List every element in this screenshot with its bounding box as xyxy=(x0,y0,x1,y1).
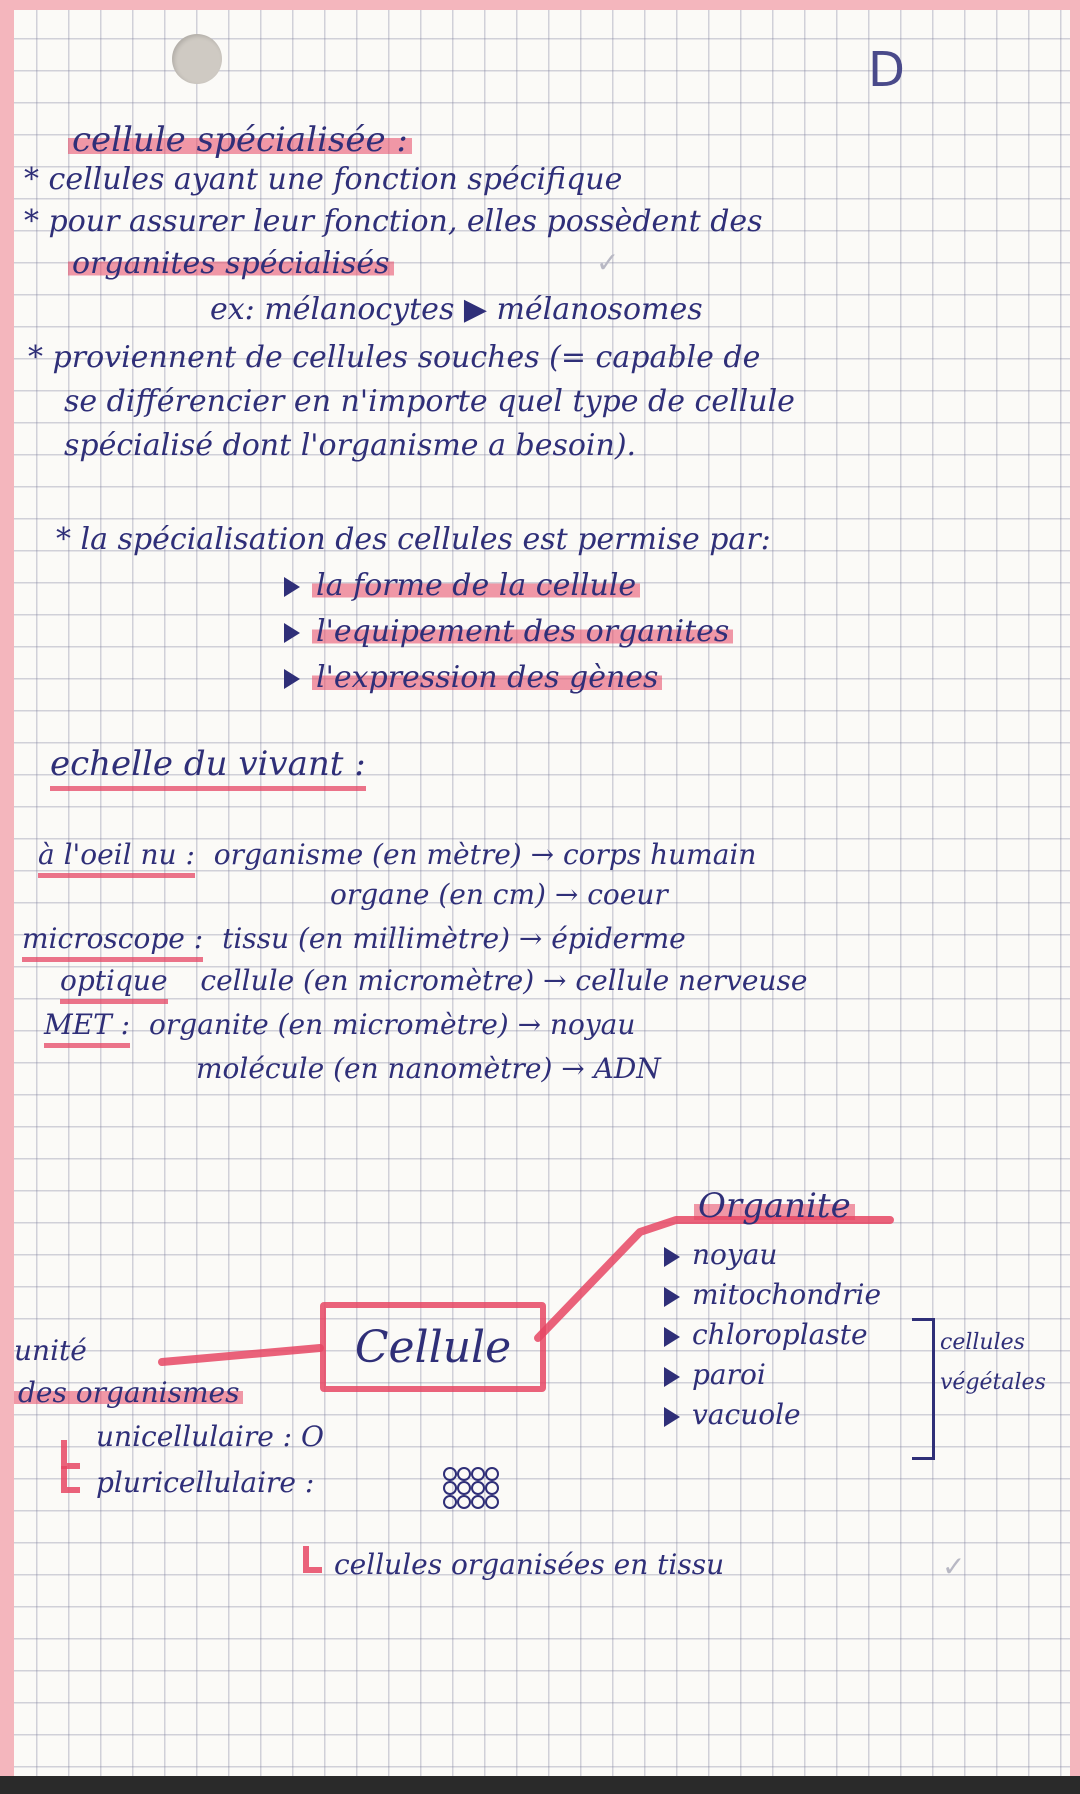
intro-line-2: * pour assurer leur fonction, elles possèdent des xyxy=(24,204,763,239)
scale-heading: echelle du vivant : xyxy=(50,744,366,784)
triangle-bullet-icon xyxy=(664,1287,680,1307)
intro-line-7: spécialisé dont l'organisme a besoin). xyxy=(64,428,637,463)
bottom-edge xyxy=(0,1776,1080,1794)
scale-row-3: microscope : tissu (en millimètre) → épiderme xyxy=(22,922,686,955)
specialisation-item-1: la forme de la cellule xyxy=(284,568,640,603)
unit-label-1: unité xyxy=(14,1334,87,1367)
organite-item-1: noyau xyxy=(664,1238,777,1271)
scale-row-2: organe (en cm) → coeur xyxy=(330,878,668,911)
triangle-bullet-icon xyxy=(664,1407,680,1427)
organite-title: Organite xyxy=(694,1186,855,1226)
tissue-note: cellules organisées en tissu xyxy=(334,1548,725,1581)
unit-label-2: des organismes xyxy=(14,1376,243,1409)
organite-item-4: paroi xyxy=(664,1358,766,1391)
intro-example: ex: mélanocytes ▶ mélanosomes xyxy=(210,292,703,327)
scale-row-1: à l'oeil nu : organisme (en mètre) → corps humain xyxy=(38,838,756,871)
bracket-label-1: cellules xyxy=(940,1330,1025,1355)
corner-mark: D xyxy=(868,42,905,98)
organite-item-2: mitochondrie xyxy=(664,1278,881,1311)
triangle-bullet-icon xyxy=(664,1367,680,1387)
cell-label: Cellule xyxy=(354,1321,512,1373)
scale-row-5: MET : organite (en micromètre) → noyau xyxy=(44,1008,635,1041)
intro-line-6: se différencier en n'importe quel type de cellule xyxy=(64,384,795,419)
check-mark-icon: ✓ xyxy=(596,246,620,279)
plant-cell-bracket xyxy=(912,1318,935,1460)
unicellular-label: unicellulaire : O xyxy=(96,1420,324,1453)
triangle-bullet-icon xyxy=(664,1327,680,1347)
intro-line-3: organites spécialisés xyxy=(68,246,394,281)
specialisation-intro: * la spécialisation des cellules est permise par: xyxy=(56,522,771,557)
scale-row-6: molécule (en nanomètre) → ADN xyxy=(196,1052,661,1085)
triangle-bullet-icon xyxy=(664,1247,680,1267)
specialisation-item-2: l'equipement des organites xyxy=(284,614,733,649)
cell-box xyxy=(320,1302,546,1392)
organite-item-3: chloroplaste xyxy=(664,1318,868,1351)
pluricellular-label: pluricellulaire : xyxy=(96,1466,315,1499)
scale-row-4: optique cellule (en micromètre) → cellule nerveuse xyxy=(60,964,807,997)
check-mark-icon: ✓ xyxy=(942,1550,966,1583)
organite-item-5: vacuole xyxy=(664,1398,801,1431)
intro-line-1: * cellules ayant une fonction spécifique xyxy=(24,162,623,197)
specialisation-item-3: l'expression des gènes xyxy=(284,660,662,695)
intro-line-5: * proviennent de cellules souches (= capable de xyxy=(28,340,761,375)
bracket-label-2: végétales xyxy=(940,1370,1046,1395)
page-title: cellule spécialisée : xyxy=(68,120,412,160)
